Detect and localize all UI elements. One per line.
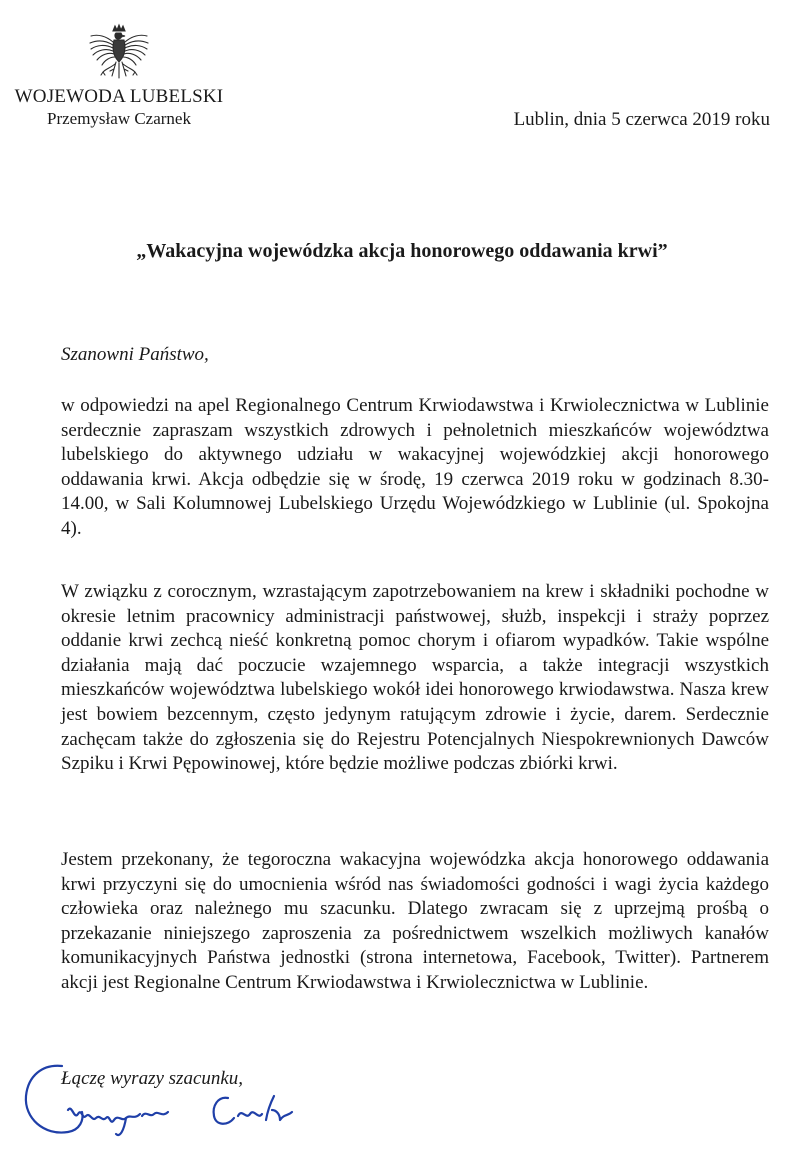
eagle-emblem-icon bbox=[86, 22, 152, 88]
office-title: WOJEWODA LUBELSKI bbox=[14, 86, 224, 107]
body-paragraph-3: Jestem przekonany, że tegoroczna wakacyjna wojewódzka akcja honorowego oddawania krwi przyczyni się do umocnienia wśród nas świadomości godności i wagi życia każdego człowieka oraz należnego mu szacunku. Dlatego zwracam się z uprzejmą prośbą o przekazanie niniejszego zaproszenia za pośrednictwem wszelkich możliwych kanałów komunikacyjnych Państwa jednostki (strona internetowa, Facebook, Twitter). Partnerem akcji jest Regionalne Centrum Krwiodawstwa i Krwiolecznictwa w Lublinie. bbox=[61, 849, 769, 993]
body-paragraph-2: W związku z corocznym, wzrastającym zapotrzebowaniem na krew i składniki pochodne w okresie letnim pracownicy administracji państwowej, służb, inspekcji i straży poprzez oddanie krwi zechcą nieść konkretną pomoc chorym i ofiarom wypadków. Takie wspólne działania mają dać poczucie wzajemnego wsparcia, a także integracji wszystkich mieszkańców województwa lubelskiego wokół idei honorowego krwiodawstwa. Nasza krew jest bowiem bezcennym, często jedynym ratującym zdrowie i życie, darem. Serdecznie zachęcam także do zgłoszenia się do Rejestru Potencjalnych Niespokrewnionych Dawców Szpiku i Krwi Pępowinowej, które będzie możliwe podczas zbiórki krwi. bbox=[61, 581, 769, 775]
office-person-name: Przemysław Czarnek bbox=[47, 109, 191, 128]
closing-phrase: Łączę wyrazy szacunku, bbox=[61, 1068, 244, 1089]
handwritten-signature-icon bbox=[22, 1060, 312, 1150]
document-title: „Wakacyjna wojewódzka akcja honorowego oddawania krwi” bbox=[136, 240, 668, 262]
date-place-line: Lublin, dnia 5 czerwca 2019 roku bbox=[513, 109, 770, 130]
body-paragraph-1: w odpowiedzi na apel Regionalnego Centrum Krwiodawstwa i Krwiolecznictwa w Lublinie serdecznie zapraszam wszystkich zdrowych i pełnoletnich mieszkańców województwa lubelskiego do aktywnego udziału w wakacyjnej wojewódzkiej akcji honorowego oddawania krwi. Akcja odbędzie się w środę, 19 czerwca 2019 roku w godzinach 8.30-14.00, w Sali Kolumnowej Lubelskiego Urzędu Wojewódzkiego w Lublinie (ul. Spokojna 4). bbox=[61, 395, 769, 539]
salutation: Szanowni Państwo, bbox=[61, 344, 209, 365]
